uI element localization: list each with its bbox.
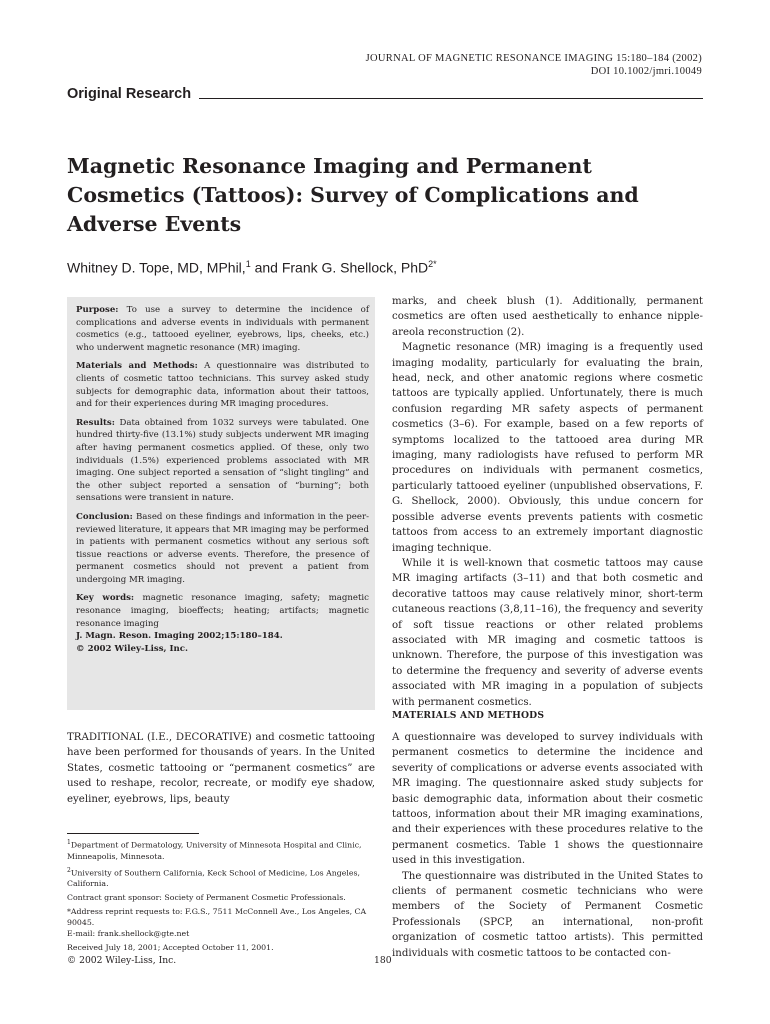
abstract-methods-text: A questionnaire was distributed to clients of cosmetic tattoo technicians. This survey asked study subjects for demographic data, information about their tattoos, and for their experiences during MR imaging procedures. [76,361,370,410]
article-title: Magnetic Resonance Imaging and Permanent Cosmetics (Tattoos): Survey of Complications and Adverse Events [67,154,639,236]
methods-heading: MATERIALS AND METHODS [392,710,545,721]
methods-paragraph-1: A questionnaire was developed to survey individuals with permanent cosmetics to determine the incidence and severity of complications or adverse events associated with MR imaging. The questionnaire asked study subjects for basic demographic data, information about their cosmetic tattoos, information about their MR imaging examinations, and their experiences with these procedures relative to the permanent cosmetics. Table 1 shows the questionnaire used in this investigation. [392,732,703,867]
abstract-methods [76,360,369,410]
intro-paragraph-2: Magnetic resonance (MR) imaging is a frequently used imaging modality, particularly for evaluating the brain, head, neck, and other anatomic regions where cosmetic tattoos are typically applied. Unfortunately, there is much confusion regarding MR safety aspects of permanent cosmetics (3–6). For example, based on a few reports of symptoms localized to the tattooed area during MR imaging, many radiologists have refused to perform MR procedures on individuals with permanent cosmetics, particularly tattooed eyeliner (unpublished observations, F. G. Shellock, 2000). Obviously, this undue concern for possible adverse events prevents patients with cosmetic tattoos from access to an extremely important diagnostic imaging technique. [392,342,703,554]
footnote-grant: Contract grant sponsor: Society of Permanent Cosmetic Professionals. [67,893,346,903]
intro-paragraph-3: While it is well-known that cosmetic tattoos may cause MR imaging artifacts (3–11) and that both cosmetic and decorative tattoos may cause relatively minor, short-term cutaneous reactions (3,8,11–16), the frequency and severity of soft tissue reactions or other related problems associated with MR imaging and cosmetic tattoos is unknown. Therefore, the purpose of this investigation was to determine the frequency and severity of adverse events associated with MR imaging in a population of subjects with permanent cosmetics. [392,557,703,708]
footnote-affiliation-2 [67,865,377,890]
abstract-conclusion-label: Conclusion: [76,511,133,522]
page-number: 180 [374,955,392,966]
footnote-reprint: *Address reprint requests to: F.G.S., 7511 McConnell Ave., Los Angeles, CA 90045. [67,907,367,928]
body-column-left [67,730,375,807]
abstract-keywords [76,592,369,630]
footnote-affiliation-2-text: University of Southern California, Keck School of Medicine, Los Angeles, California. [67,868,360,889]
footer-copyright: © 2002 Wiley-Liss, Inc. [67,955,177,966]
body-column-right-bottom [392,730,703,961]
methods-paragraph-2: The questionnaire was distributed in the United States to clients of permanent cosmetic technicians who were members of the Society of Permanent Cosmetic Professionals (SPCP, an international, non-profit organization of cosmetic tattoo artists). This permitted individuals with cosmetic tattoos to be contacted con- [392,870,703,959]
abstract-purpose-text: To use a survey to determine the incidence of complications and adverse events in individuals with permanent cosmetics (e.g., tattooed eyeliner, eyebrows, lips, cheeks, etc.) who underwent magnetic resonance (MR) imaging. [76,305,369,353]
author-shellock: and Frank G. Shellock, PhD [250,259,429,276]
affiliation-mark-2: 2* [428,259,437,269]
footnote-received: Received July 18, 2001; Accepted October 11, 2001. [67,943,274,953]
abstract-box [67,297,375,710]
footnote-mark-1: 1 [67,839,71,846]
section-label: Original Research [67,86,192,102]
abstract-results [76,417,369,505]
intro-paragraph-1: TRADITIONAL (I.E., DECORATIVE) and cosmetic tattooing have been performed for thousands of years. In the United States, cosmetic tattooing or “permanent cosmetics” are used to reshape, recolor, recreate, or modify eye shadow, eyeliner, eyebrows, lips, beauty [67,732,375,805]
section-rule [199,98,703,99]
intro-paragraph-1-continued: marks, and cheek blush (1). Additionally, permanent cosmetics are often used aesthetically to enhance nipple-areola reconstruction (2). [392,296,703,338]
abstract-conclusion-text: Based on these findings and information in the peer-reviewed literature, it appears that MR imaging may be performed in patients with permanent cosmetics without any serious soft tissue reactions or adverse events. Therefore, the presence of permanent cosmetics should not prevent a patient from undergoing MR imaging. [76,511,369,585]
journal-citation: JOURNAL OF MAGNETIC RESONANCE IMAGING 15:180–184 (2002) [365,53,702,64]
body-column-right-top [392,294,703,710]
abstract-purpose [76,304,369,354]
affiliation-mark-1: 1 [245,259,251,269]
abstract-keywords-text: magnetic resonance imaging, safety; magnetic resonance imaging, bioeffects; heating; artifacts; magnetic resonance imaging [76,593,369,629]
abstract-copyright: © 2002 Wiley-Liss, Inc. [76,643,189,654]
abstract-keywords-label: Key words: [76,593,135,604]
footnote-email: E-mail: frank.shellock@gte.net [67,929,190,939]
journal-header [366,53,702,78]
doi: DOI 10.1002/jmri.10049 [590,65,702,77]
footnote-affiliation-1 [67,837,377,862]
footnotes [67,837,377,956]
footnote-mark-2: 2 [67,866,71,874]
abstract-results-text: Data obtained from 1032 surveys were tabulated. One hundred thirty-five (13.1%) study subjects underwent MR imaging after having permanent cosmetics applied. Of these, only two individuals (1.5%) experienced problems associated with MR imaging. One subject reported a sensation of “slight tingling” and the other subject reported a sensation of “burning”; both sensations were transient in nature. [76,417,370,504]
author-tope: Whitney D. Tope, MD, MPhil, [67,259,246,276]
abstract-purpose-label: Purpose: [76,305,119,315]
abstract-conclusion [76,511,369,587]
abstract-results-label: Results: [76,417,115,428]
author-list [67,256,437,276]
footnote-rule [67,833,199,834]
section-header [67,84,703,102]
abstract-methods-label: Materials and Methods: [76,361,198,372]
footnote-affiliation-1-text: Department of Dermatology, University of Minnesota Hospital and Clinic, Minneapolis, Minnesota. [67,840,362,861]
abstract-citation: J. Magn. Reson. Imaging 2002;15:180–184. [76,631,283,642]
